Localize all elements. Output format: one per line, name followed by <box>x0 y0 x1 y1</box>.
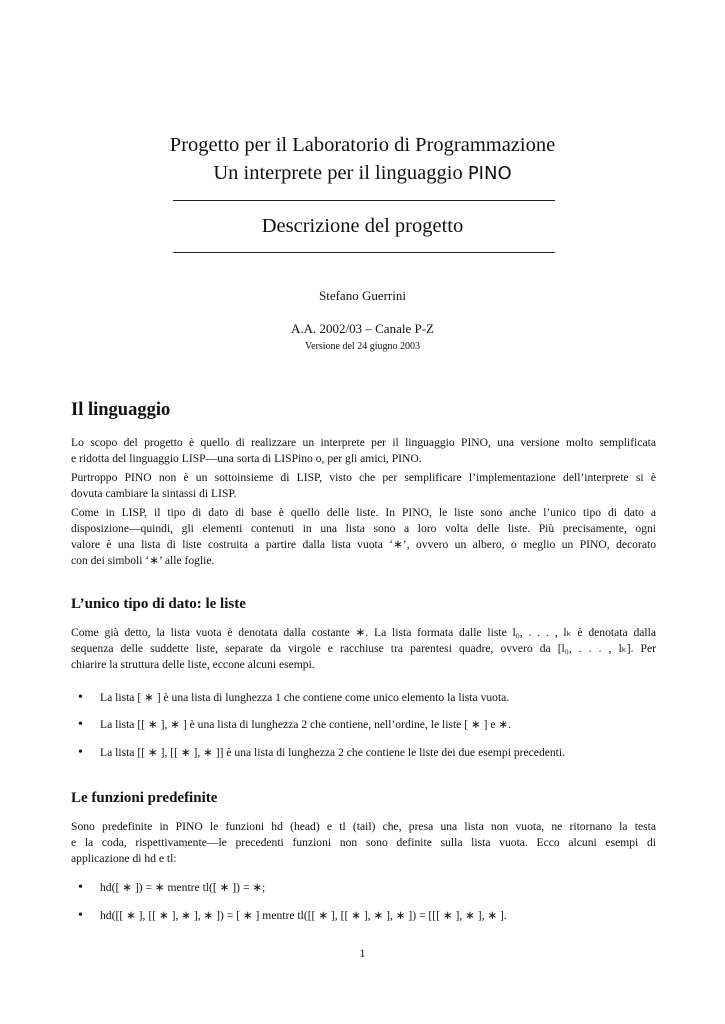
bullet-icon: • <box>78 745 83 760</box>
paragraph-lista-vuota <box>71 625 656 673</box>
paragraph-line: Lo scopo del progetto è quello di realizzare un interprete per il linguaggio PINO, una versione molto semplificata <box>71 436 656 449</box>
title-language-name: PINO <box>467 163 512 184</box>
title-line-1: Progetto per il Laboratorio di Programmazione <box>169 134 556 156</box>
title-rule-bottom <box>173 252 555 253</box>
version-date: Versione del 24 giugno 2003 <box>305 341 420 352</box>
paragraph-line: disposizione—quindi, gli elementi contenuti in una lista sono a loro volta delle liste. Più precisamente, ogni <box>71 522 656 535</box>
paragraph-liste <box>71 505 656 569</box>
list-item <box>78 717 511 733</box>
list-item <box>78 908 507 924</box>
list-item-text: La lista [[ ∗ ], ∗ ] è una lista di lunghezza 2 che contiene, nell’ordine, le liste [ ∗ ] e ∗. <box>100 718 512 731</box>
subsection-heading-funzioni: Le funzioni predefinite <box>71 790 218 806</box>
paragraph-line: sequenza delle suddette liste, separate da virgole e racchiuse tra parentesi quadre, ovvero da [l₀, . . . , lₖ]. Per <box>71 642 656 655</box>
paragraph-line: applicazione di hd e tl: <box>71 852 177 865</box>
paragraph-line: Sono predefinite in PINO le funzioni hd (head) e tl (tail) che, presa una lista non vuota, ne ritornano la testa <box>71 820 656 833</box>
list-item-text: La lista [ ∗ ] è una lista di lunghezza 1 che contiene come unico elemento la lista vuota. <box>100 691 510 704</box>
paragraph-line: Come in LISP, il tipo di dato di base è quello delle liste. In PINO, le liste sono anche l’unico tipo di dato a <box>71 506 656 519</box>
bullet-icon: • <box>78 908 83 923</box>
list-item <box>78 880 265 896</box>
paragraph-line: chiarire la struttura delle liste, eccone alcuni esempi. <box>71 658 315 671</box>
title-rule-top <box>173 200 555 201</box>
list-item-text: hd([ ∗ ]) = ∗ mentre tl([ ∗ ]) = ∗; <box>100 881 266 894</box>
list-item <box>78 690 509 706</box>
list-item-text: hd([[ ∗ ], [[ ∗ ], ∗ ], ∗ ]) = [ ∗ ] mentre tl([[ ∗ ], [[ ∗ ], ∗ ], ∗ ]) = [[[ ∗ ], ∗ ], ∗ ]. <box>100 909 507 922</box>
paragraph-line: e la coda, rispettivamente—le precedenti funzioni non sono definite sulla lista vuota. Ecco alcuni esempi di <box>71 836 656 849</box>
bullet-icon: • <box>78 717 83 732</box>
list-item-text: La lista [[ ∗ ], [[ ∗ ], ∗ ]] è una lista di lunghezza 2 che contiene le liste dei due esempi precedenti. <box>100 746 566 759</box>
subsection-heading-liste: L’unico tipo di dato: le liste <box>71 596 246 612</box>
paragraph-line: Come già detto, la lista vuota è denotata dalla costante ∗. La lista formata dalle liste l₀, . . . , lₖ è denotata dalla <box>71 626 656 639</box>
paragraph-line: valore è una lista di liste costruita a partire dalla lista vuota ‘∗’, ovvero un albero, o meglio un PINO, decorato <box>71 538 656 551</box>
page-number: 1 <box>359 946 366 960</box>
list-item <box>78 745 565 761</box>
bullet-icon: • <box>78 880 83 895</box>
paragraph-line: e ridotta del linguaggio LISP—una sorta di LISPino o, per gli amici, PINO. <box>71 452 422 465</box>
bullet-icon: • <box>78 690 83 705</box>
author-name: Stefano Guerrini <box>318 288 406 303</box>
paragraph-funzioni <box>71 819 656 867</box>
title-line-2 <box>0 161 725 186</box>
course-info: A.A. 2002/03 – Canale P-Z <box>291 321 434 336</box>
paragraph-line: Purtroppo PINO non è un sottoinsieme di LISP, visto che per semplificare l’implementazione dell’interprete si è <box>71 471 656 484</box>
document-subtitle: Descrizione del progetto <box>261 215 464 237</box>
paragraph-line: con dei simboli ‘∗’ alle foglie. <box>71 554 215 567</box>
paragraph-intro <box>71 435 656 467</box>
paragraph-line: dovuta cambiare la sintassi di LISP. <box>71 487 237 500</box>
section-heading-linguaggio: Il linguaggio <box>71 400 171 420</box>
paragraph-purtroppo <box>71 470 656 502</box>
title-line-2-text: Un interprete per il linguaggio <box>213 162 468 184</box>
